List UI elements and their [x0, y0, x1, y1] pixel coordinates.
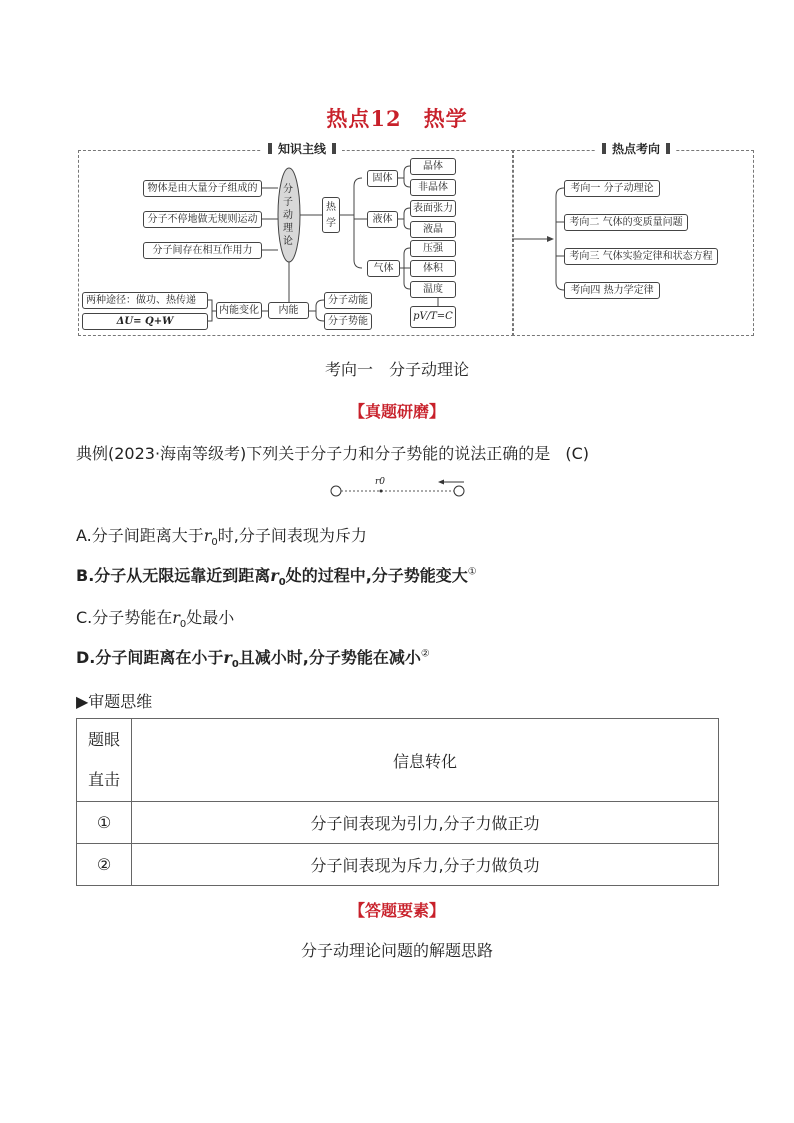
r-sub: 0 — [179, 619, 187, 631]
answer-elements-heading: 【答题要素】 — [348, 901, 445, 920]
option-d-tail: 且减小时,分子势能在减小 — [238, 648, 421, 667]
two-ways-box: 两种途径：做功、热传递 — [82, 292, 208, 309]
option-b-tail: 处的过程中,分子势能变大 — [285, 566, 468, 585]
r-sub: 0 — [211, 537, 218, 549]
left-box-3: 分子间存在相互作用力 — [143, 242, 262, 259]
gas-pressure: 压强 — [410, 240, 456, 257]
thinking-heading: ▶审题思维 — [76, 692, 153, 711]
left-box-2: 分子不停地做无规则运动 — [143, 211, 262, 228]
gas-formula: pV/T=C — [410, 306, 456, 328]
r-sub: 0 — [231, 659, 239, 671]
hot-header: 热点考向 — [596, 140, 676, 157]
r-symbol: r — [223, 648, 232, 667]
example-answer: (C) — [565, 444, 590, 463]
kinetic-energy-box: 分子动能 — [324, 292, 372, 309]
head-left-2: 直击 — [87, 770, 120, 789]
liquid-crystal: 液晶 — [410, 221, 456, 238]
option-b — [76, 563, 477, 588]
internal-energy-box: 内能 — [268, 302, 309, 319]
section-title: 考向一 分子动理论 — [324, 360, 469, 379]
r-sub: 0 — [278, 577, 286, 589]
table-head-right: 信息转化 — [132, 719, 719, 802]
direction-1: 考向一 分子动理论 — [564, 180, 660, 197]
knowledge-header: 知识主线 — [262, 140, 342, 157]
r-symbol: r — [203, 526, 212, 545]
figure-r0-label: r0 — [375, 477, 386, 487]
r-symbol: r — [270, 566, 279, 585]
state-liquid: 液体 — [367, 211, 398, 228]
option-a-tail: 时,分子间表现为斥力 — [217, 526, 367, 545]
zhenti-heading: 【真题研磨】 — [348, 402, 445, 421]
title-hotpoint: 热点12 — [326, 106, 402, 131]
internal-change-box: 内能变化 — [216, 302, 262, 319]
kinetic-theory-label: 分子动理论 — [283, 184, 293, 247]
title-topic: 热学 — [423, 106, 468, 131]
r-symbol: r — [172, 608, 180, 627]
option-c-tail: 处最小 — [186, 608, 235, 627]
left-box-1: 物体是由大量分子组成的 — [143, 180, 262, 197]
state-solid: 固体 — [367, 170, 398, 187]
option-d — [76, 645, 430, 670]
example-lead: 典例(2023·海南等级考)下列关于分子力和分子势能的说法正确的是 — [76, 444, 551, 463]
head-left-1: 题眼 — [87, 730, 120, 749]
option-b-text: B.分子从无限远靠近到距离 — [76, 566, 271, 585]
table-row-mark: ② — [77, 844, 132, 886]
option-c — [76, 605, 234, 630]
gas-temperature: 温度 — [410, 281, 456, 298]
option-a — [76, 523, 367, 548]
gas-volume: 体积 — [410, 260, 456, 277]
solid-crystal: 晶体 — [410, 158, 456, 175]
first-law-box: ΔU= Q+W — [82, 313, 208, 330]
direction-3: 考向三 气体实验定律和状态方程 — [564, 248, 718, 265]
direction-2: 考向二 气体的变质量问题 — [564, 214, 688, 231]
solution-idea-line: 分子动理论问题的解题思路 — [300, 941, 493, 960]
state-gas: 气体 — [367, 260, 400, 277]
mark-1: ① — [467, 566, 477, 578]
table-head-left — [77, 719, 132, 802]
table-row-text: 分子间表现为引力,分子力做正功 — [132, 802, 719, 844]
option-c-text: C.分子势能在 — [76, 608, 173, 627]
analysis-table — [76, 718, 719, 886]
table-row-mark: ① — [77, 802, 132, 844]
option-d-text: D.分子间距离在小于 — [76, 648, 224, 667]
molecule-figure — [326, 476, 471, 500]
example-question — [76, 441, 589, 464]
potential-energy-box: 分子势能 — [324, 313, 372, 330]
table-row-text: 分子间表现为斥力,分子力做负功 — [132, 844, 719, 886]
liquid-tension: 表面张力 — [410, 200, 456, 217]
mark-2: ② — [420, 648, 430, 660]
option-a-text: A.分子间距离大于 — [76, 526, 204, 545]
direction-4: 考向四 热力学定律 — [564, 282, 660, 299]
solid-amorphous: 非晶体 — [410, 179, 456, 196]
thermo-box: 热学 — [322, 197, 340, 233]
